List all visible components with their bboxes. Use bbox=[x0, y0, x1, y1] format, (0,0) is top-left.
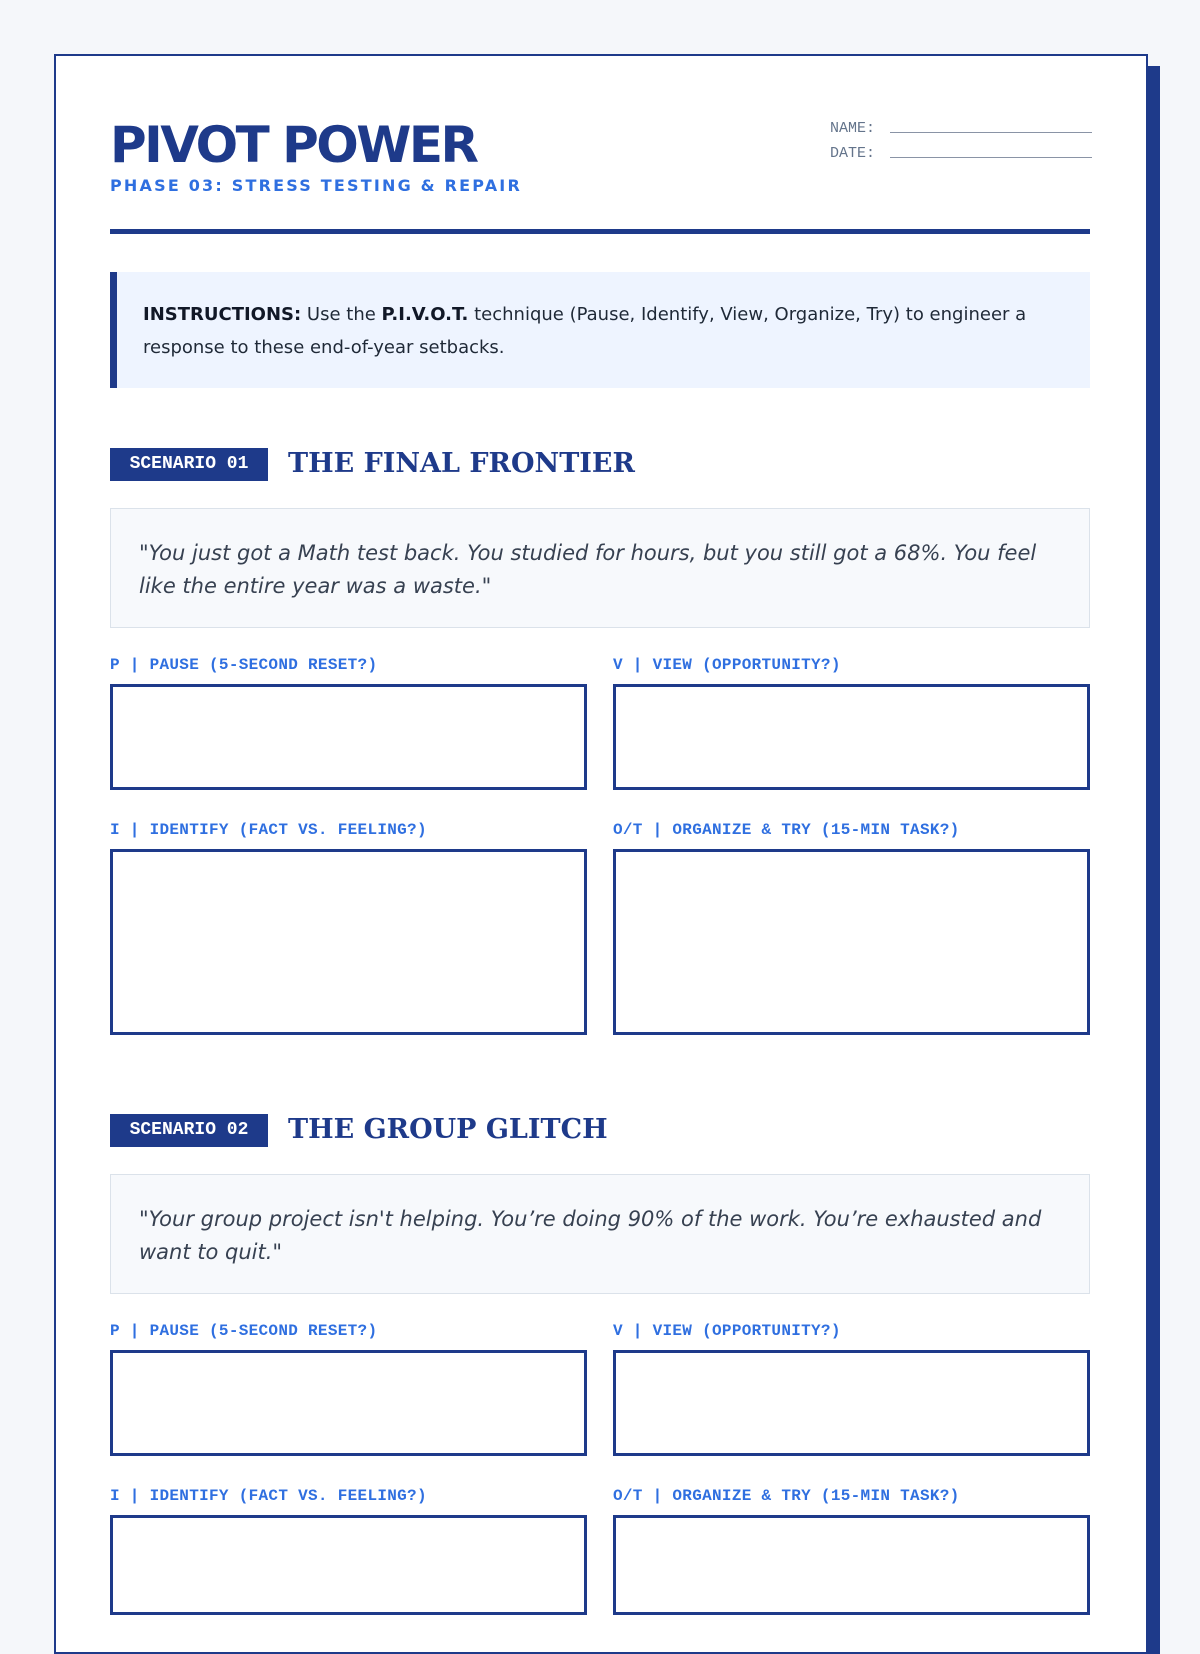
date-line[interactable] bbox=[890, 144, 1092, 158]
name-row bbox=[830, 112, 1092, 137]
scenario-badge: SCENARIO 01 bbox=[110, 448, 268, 481]
instructions-text-after: technique (Pause, Identify, View, Organize, Try) to engineer a response to these end-of-year setbacks. bbox=[143, 304, 1027, 358]
page-title: PIVOT POWER bbox=[110, 116, 477, 174]
view-answer-box[interactable] bbox=[613, 684, 1090, 790]
pause-answer-box[interactable] bbox=[110, 1350, 587, 1456]
identify-answer-box[interactable] bbox=[110, 1515, 587, 1615]
date-label: DATE: bbox=[830, 145, 876, 162]
scenario-02 bbox=[110, 1114, 1090, 1505]
scenario-quote: "Your group project isn't helping. You’re doing 90% of the work. You’re exhausted and want to quit." bbox=[110, 1174, 1090, 1294]
instructions-box bbox=[110, 272, 1090, 388]
identify-label: I | IDENTIFY (FACT VS. FEELING?) bbox=[110, 1487, 427, 1505]
pause-label: P | PAUSE (5-SECOND RESET?) bbox=[110, 1322, 378, 1340]
organize-answer-box[interactable] bbox=[613, 1515, 1090, 1615]
pause-answer-box[interactable] bbox=[110, 684, 587, 790]
view-answer-box[interactable] bbox=[613, 1350, 1090, 1456]
view-label: V | VIEW (OPPORTUNITY?) bbox=[613, 1322, 841, 1340]
organize-answer-box[interactable] bbox=[613, 849, 1090, 1035]
scenario-title: THE GROUP GLITCH bbox=[288, 1114, 608, 1145]
instructions-text-before: Use the bbox=[301, 304, 382, 325]
date-row bbox=[830, 137, 1092, 162]
organize-label: O/T | ORGANIZE & TRY (15-MIN TASK?) bbox=[613, 821, 960, 839]
pause-label: P | PAUSE (5-SECOND RESET?) bbox=[110, 656, 378, 674]
scenario-title: THE FINAL FRONTIER bbox=[288, 448, 635, 479]
scenario-badge: SCENARIO 02 bbox=[110, 1114, 268, 1147]
worksheet-page bbox=[54, 54, 1148, 1654]
page-subtitle: PHASE 03: STRESS TESTING & REPAIR bbox=[110, 176, 522, 195]
instructions-lead: INSTRUCTIONS: bbox=[143, 304, 302, 325]
organize-label: O/T | ORGANIZE & TRY (15-MIN TASK?) bbox=[613, 1487, 960, 1505]
identify-answer-box[interactable] bbox=[110, 849, 587, 1035]
name-label: NAME: bbox=[830, 120, 876, 137]
identify-label: I | IDENTIFY (FACT VS. FEELING?) bbox=[110, 821, 427, 839]
technique-name: P.I.V.O.T. bbox=[381, 304, 469, 325]
name-date-block bbox=[830, 112, 1092, 162]
view-label: V | VIEW (OPPORTUNITY?) bbox=[613, 656, 841, 674]
scenario-quote: "You just got a Math test back. You studied for hours, but you still got a 68%. You feel like the entire year was a waste." bbox=[110, 508, 1090, 628]
scenario-01 bbox=[110, 448, 1090, 839]
name-line[interactable] bbox=[890, 119, 1092, 133]
